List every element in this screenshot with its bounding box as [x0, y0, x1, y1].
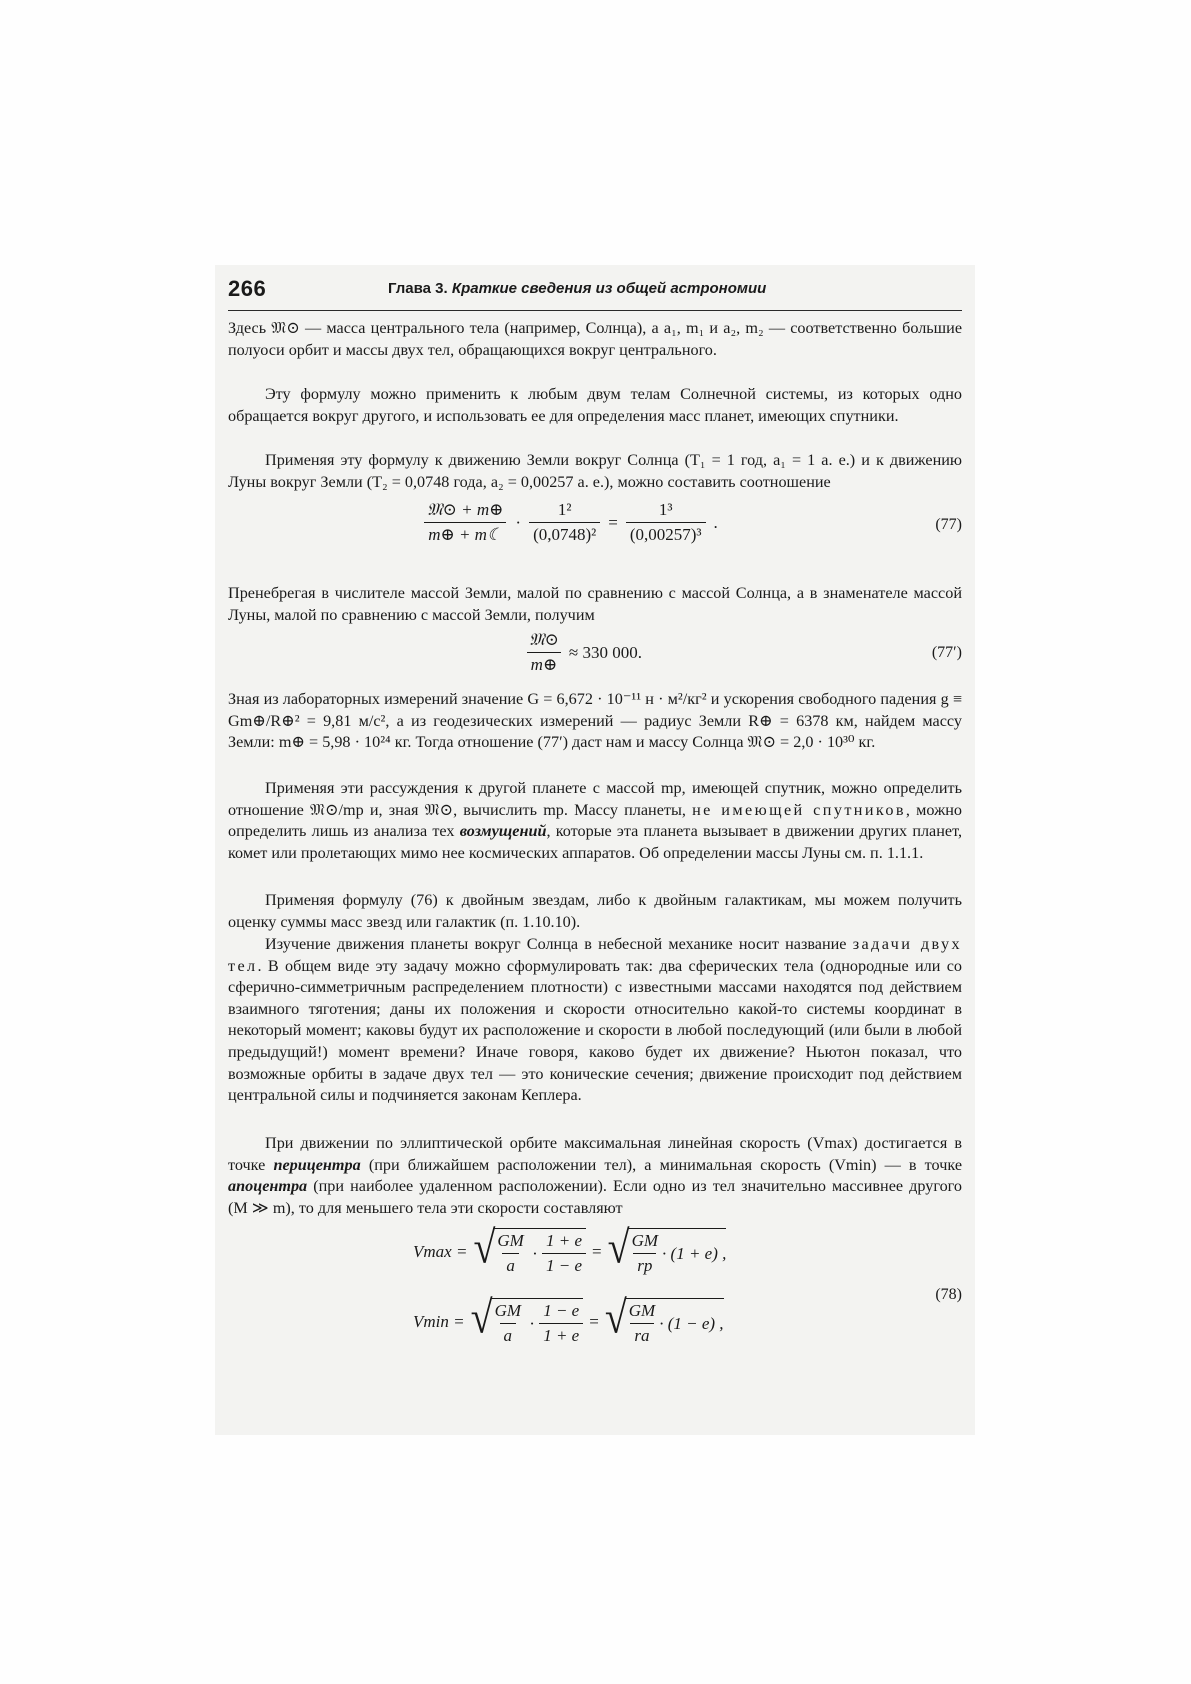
term-pericenter: перицентра	[273, 1155, 361, 1174]
running-header	[228, 276, 962, 311]
eq77p-rhs: ≈ 330 000.	[568, 642, 642, 662]
equation-number-77-prime: (77′)	[931, 644, 962, 661]
paragraph-8: Изучение движения планеты вокруг Солнца в небесной механике носит название задачи двух тел. В общем виде эту задачу можно сформулировать так: два сферических тела (однородные или со сферично-симметричным распределением плотности) с известными массами находятся под действием взаимного тяготения; даны их положения и скорости относительно какой-то системы координат в некоторый момент; каковы будут их расположение и скорости в любой последующий (или были в любой предыдущий!) момент времени? Иначе говоря, каково будет их движение? Ньютон показал, что возможные орбиты в задаче двух тел — это конические сечения; движение происходит под действием центральной силы и подчиняется законам Кеплера.	[228, 935, 962, 1105]
equation-77: $\frac{\text{𝔐⊙ + m⊕}}{m\oplus + m☾}$ · $\frac{\text{1²}}{\text{(0,0748)²}}$ = $\frac{\text{1³}}{\text{(0,00257)³}}$ . (77)	[228, 500, 962, 556]
paragraph-9: При движении по эллиптической орбите максимальная линейная скорость (Vmax) достигается в точке перицентра (при ближайшем расположении тел), а минимальная скорость (Vmin) — в точке апоцентра (при наиболее удаленном расположении). Если одно из тел значительно массивнее другого (M ≫ m), то для меньшего тела эти скорости составляют	[228, 1134, 963, 1217]
paragraph-7: Применяя формулу (76) к двойным звездам, либо к двойным галактикам, мы можем получить оценку суммы масс звезд или галактик (п. 1.10.10).	[228, 891, 962, 931]
chapter-name: Краткие сведения из общей астрономии	[451, 280, 767, 297]
equation-number-78: (78)	[935, 1286, 962, 1303]
eq77-fraction-periods: $\frac{\text{1²}}{\text{(0,0748)²}}$	[529, 500, 600, 545]
paragraph-4: Пренебрегая в числителе массой Земли, малой по сравнению с массой Солнца, а в знаменателе массой Луны, малой по сравнению с массой Земли, получим	[228, 584, 962, 624]
chapter-title	[388, 280, 766, 297]
eq77-fraction-axes: $\frac{\text{1³}}{\text{(0,00257)³}}$	[626, 500, 706, 545]
paragraph-3: Применяя эту формулу к движению Земли вокруг Солнца (T₁ = 1 год, a₁ = 1 а. е.) и к движению Луны вокруг Земли (T₂ = 0,0748 года, a₂ = 0,00257 а. е.), можно составить соотношение	[228, 451, 962, 491]
eq77p-fraction: $\frac{\text{𝔐⊙}}{m\oplus}$	[525, 630, 563, 675]
spaced-term-no-satellites: не имеющей спутников	[692, 800, 906, 819]
paragraph-6: Применяя эти рассуждения к другой планете с массой mp, имеющей спутник, можно определить отношение 𝔐⊙/mp и, зная 𝔐⊙, вычислить mp. Массу планеты, не имеющей спутников, можно определить лишь из анализа тех возмущений, которые эта планета вызывает в движении других планет, комет или пролетающих мимо нее космических аппаратов. Об определении массы Луны см. п. 1.1.1.	[228, 779, 963, 862]
equation-number-77: (77)	[935, 516, 962, 533]
eq78-vmax-row: Vmax = √ $\frac{GM}{a}$ · $\frac{1 + e}{1 - e}$ = √ $\frac{GM}{rp}$ · (1 + e) ,	[413, 1220, 727, 1275]
equation-77-prime	[228, 630, 962, 680]
paragraph-2: Эту формулу можно применить к любым двум телам Солнечной системы, из которых одно обращается вокруг другого, и использовать ее для определения масс планет, имеющих спутники.	[228, 385, 962, 425]
eq78-vmin-row: Vmin = √ $\frac{GM}{a}$ · $\frac{1 - e}{1 + e}$ = √ $\frac{GM}{ra}$ · (1 − e) ,	[413, 1290, 724, 1345]
term-perturbations: возмущений	[459, 822, 547, 841]
equation-78	[228, 1220, 962, 1368]
eq77-fraction-masses: $\frac{\text{𝔐⊙ + m⊕}}{m\oplus + m☾}$	[423, 500, 507, 545]
spaced-term-two-body-problem: задачи двух тел	[228, 935, 962, 975]
paragraph-5: Зная из лабораторных измерений значение G = 6,672 · 10⁻¹¹ н · м²/кг² и ускорения свободного падения g ≡ Gm⊕/R⊕² = 9,81 м/с², а из геодезических измерений — радиус Земли R⊕ = 6378 км, найдем массу Земли: m⊕ = 5,98 · 10²⁴ кг. Тогда отношение (77′) даст нам и массу Солнца 𝔐⊙ = 2,0 · 10³⁰ кг.	[228, 690, 962, 752]
page-number: 266	[228, 276, 267, 301]
paragraph-1: Здесь 𝔐⊙ — масса центрального тела (например, Солнца), а a₁, m₁ и a₂, m₂ — соответственно большие полуоси орбит и массы двух тел, обращающихся вокруг центрального.	[228, 319, 962, 359]
term-apocenter: апоцентра	[228, 1177, 308, 1196]
chapter-prefix: Глава 3.	[388, 280, 448, 297]
